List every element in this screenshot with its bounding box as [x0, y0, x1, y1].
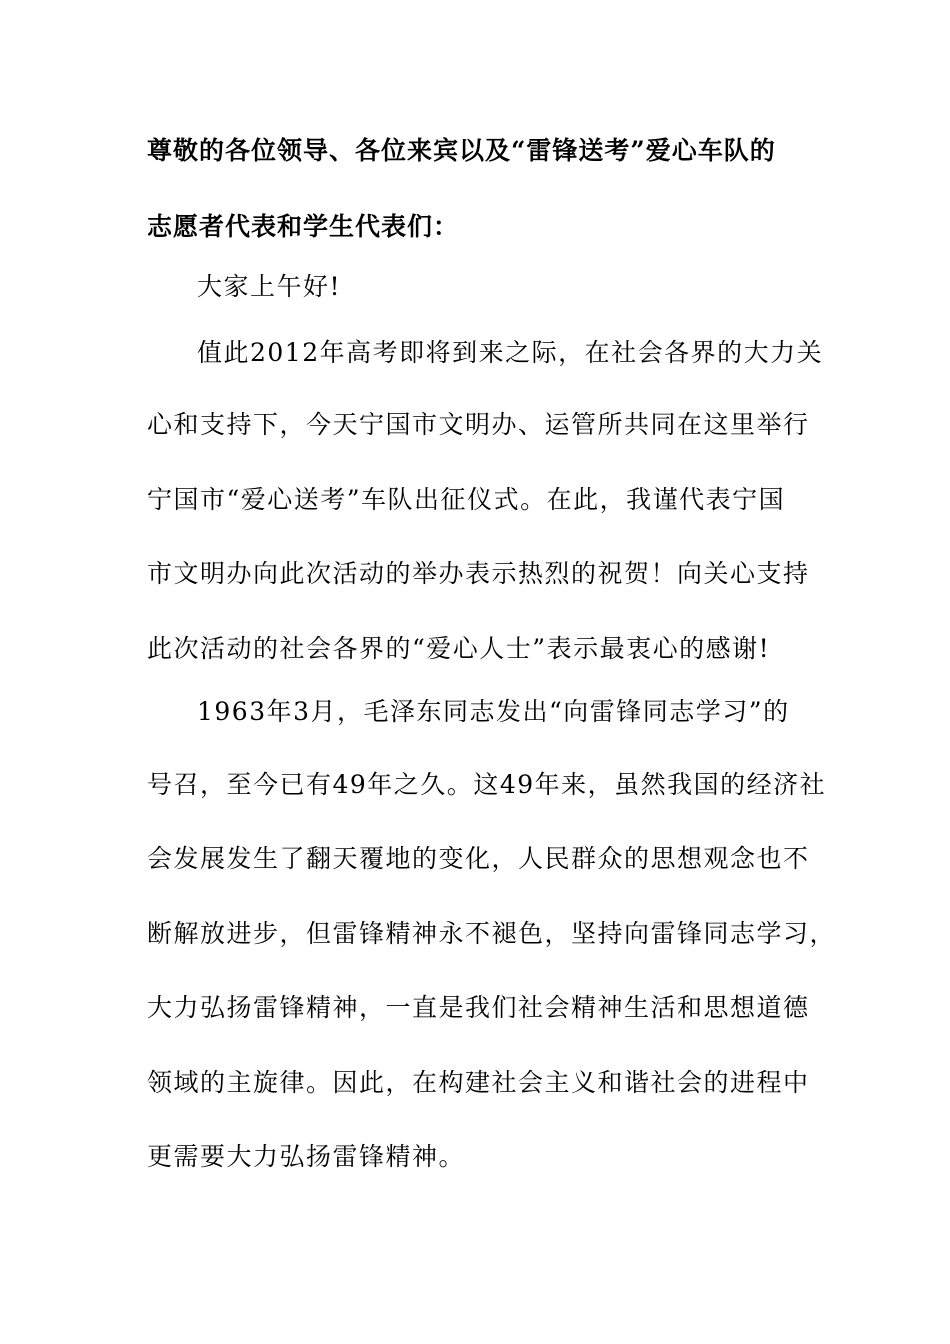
paragraph1-line-4: 市文明办向此次活动的举办表示热烈的祝贺！向关心支持 [147, 559, 810, 588]
paragraph2-line-1: 1963年3月，毛泽东同志发出“向雷锋同志学习”的 [197, 697, 790, 726]
paragraph1-line-2: 心和支持下，今天宁国市文明办、运管所共同在这里举行 [147, 410, 810, 439]
greeting: 大家上午好! [197, 272, 342, 301]
paragraph2-line-7: 更需要大力弘扬雷锋精神。 [147, 1142, 466, 1171]
paragraph1-line-5: 此次活动的社会各界的“爱心人士”表示最衷心的感谢! [147, 634, 771, 663]
paragraph2-line-5: 大力弘扬雷锋精神，一直是我们社会精神生活和思想道德 [147, 993, 810, 1022]
paragraph1-line-3: 宁国市“爱心送考”车队出征仪式。在此，我谨代表宁国 [147, 485, 786, 514]
paragraph1-line-1: 值此2012年高考即将到来之际，在社会各界的大力关 [197, 338, 824, 367]
paragraph2-line-2: 号召，至今已有49年之久。这49年来，虽然我国的经济社 [147, 770, 827, 799]
paragraph2-line-6: 领域的主旋律。因此，在构建社会主义和谐社会的进程中 [147, 1068, 810, 1097]
salutation-line-1: 尊敬的各位领导、各位来宾以及“雷锋送考”爱心车队的 [147, 136, 776, 165]
paragraph2-line-4: 断解放进步，但雷锋精神永不褪色，坚持向雷锋同志学习， [147, 919, 837, 948]
salutation-line-2: 志愿者代表和学生代表们： [147, 212, 460, 241]
paragraph2-line-3: 会发展发生了翻天覆地的变化，人民群众的思想观念也不 [147, 844, 810, 873]
